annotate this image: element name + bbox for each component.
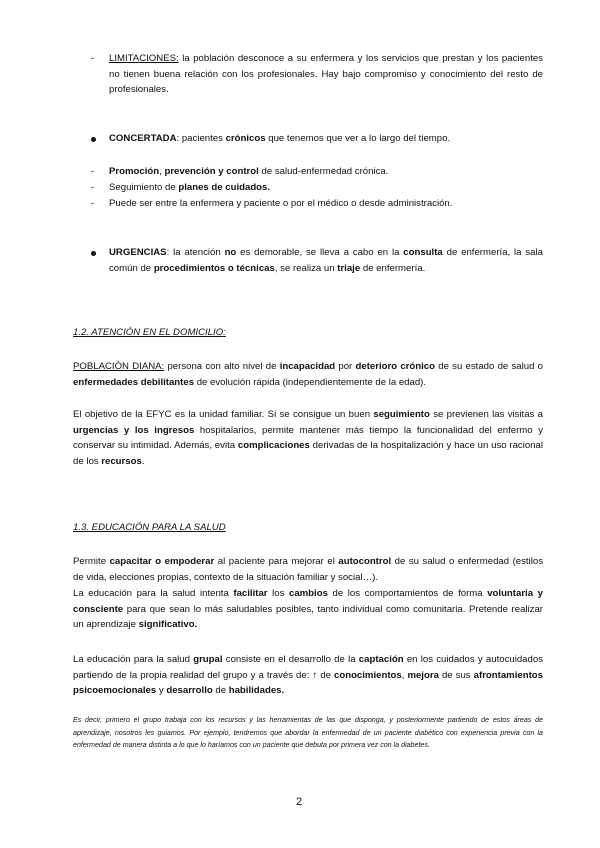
bullet-dot [91, 137, 96, 142]
educacion-paragraph-3: La educación para la salud grupal consiste en el desarrollo de la captación en los cuidados y autocuidados partiendo de la propia realidad del grupo y a través de: ↑ de conocimientos, mejora de sus afrontamientos psicoemocionales y desarrollo de habilidades. [73, 654, 543, 696]
domicilio-paragraph-2: El objetivo de la EFYC es la unidad familiar. Si se consigue un buen seguimiento se previenen las visitas a urgencias y los ingresos hospitalarios, permite mantener más tiempo la funcionalidad del enfermo y conservar su intimidad. Además, evita complicaciones derivadas de la hospitalización y hace un uso racional de los recursos. [73, 409, 543, 467]
list-dash: - [91, 166, 95, 177]
poblacion-diana-label: POBLACIÓN DIANA: [73, 361, 165, 372]
list-item: Puede ser entre la enfermera y paciente o por el médico o desde administración. [109, 198, 453, 209]
urgencias-paragraph: URGENCIAS: la atención no es demorable, se lleva a cabo en la consulta de enfermería, la sala común de procedimientos o técnicas, se realiza un triaje de enfermería. [109, 247, 543, 274]
list-item: Promoción, prevención y control de salud-enfermedad crónica. [109, 166, 389, 177]
section-heading-educacion: 1.3. EDUCACIÓN PARA LA SALUD [73, 522, 226, 533]
concertada-label: CONCERTADA [109, 133, 177, 144]
section-heading-domicilio: 1.2. ATENCIÓN EN EL DOMICILIO: [73, 327, 226, 338]
limitaciones-label: LIMITACIONES: [109, 53, 179, 64]
list-dash: - [91, 198, 95, 209]
list-dash: - [91, 53, 95, 64]
list-item: Seguimiento de planes de cuidados. [109, 182, 271, 193]
example-note: Es decir, primero el grupo trabaja con los recursos y las herramientas de las que disponga, y posteriormente partiendo de estos áreas de aprendizaje, nosotros les guiamos. Por ejemplo, tendremos que abordar la enfermedad de un paciente diabético con experiencia previa con la enfermedad de manera distinta a lo que lo haríamos con un paciente que debuta por primera vez con la diabetes. [73, 716, 543, 750]
concertada-paragraph: CONCERTADA: pacientes crónicos que tenemos que ver a lo largo del tiempo. [109, 133, 451, 144]
educacion-paragraph-1: Permite capacitar o empoderar al paciente para mejorar el autocontrol de su salud o enfermedad (estilos de vida, elecciones propias, contexto de la situación familiar y social…). [73, 556, 543, 583]
limitaciones-paragraph: LIMITACIONES: la población desconoce a su enfermera y los servicios que prestan y los pacientes no tienen buena relación con los profesionales. Hay bajo compromiso y conocimiento del resto de profesionales. [109, 53, 543, 95]
page-number: 2 [296, 796, 303, 808]
domicilio-paragraph-1: POBLACIÓN DIANA: persona con alto nivel de incapacidad por deterioro crónico de su estado de salud o enfermedades debilitantes de evolución rápida (independientemente de la edad). [73, 361, 543, 388]
urgencias-label: URGENCIAS [109, 247, 167, 258]
list-dash: - [91, 182, 95, 193]
educacion-paragraph-2: La educación para la salud intenta facilitar los cambios de los comportamientos de forma voluntaria y consciente para que sean lo más saludables posibles, tanto individual como comunitaria. Pretende realizar un aprendizaje significativo. [73, 588, 543, 630]
bullet-dot [91, 251, 96, 256]
